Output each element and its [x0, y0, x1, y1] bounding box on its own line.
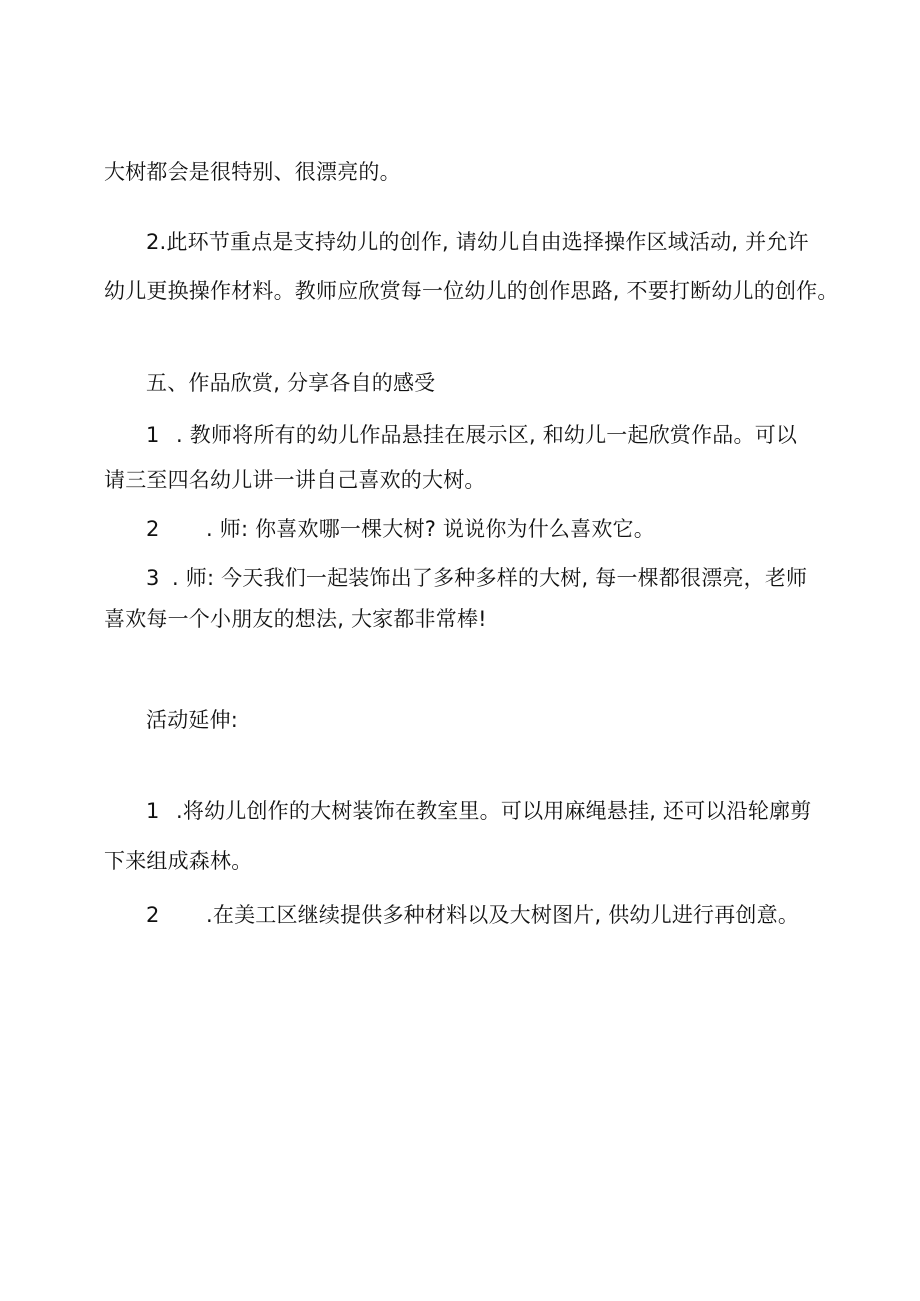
list-item — [146, 797, 811, 825]
list-item — [146, 901, 799, 929]
section-heading: 活动延伸: — [146, 708, 239, 732]
list-item-number: 3 — [146, 566, 160, 590]
paragraph-line: 喜欢每一个小朋友的想法, 大家都非常棒! — [104, 607, 487, 631]
paragraph-line: 大树都会是很特别、很漂亮的。 — [104, 160, 401, 184]
list-item-text: . 教师将所有的幼儿作品悬挂在展示区, 和幼儿一起欣赏作品。可以 — [176, 423, 798, 447]
list-item — [146, 421, 797, 449]
section-heading: 五、作品欣赏, 分享各自的感受 — [146, 371, 436, 395]
list-item-number: 1 — [146, 423, 160, 447]
list-item-number: 2 — [146, 903, 160, 927]
list-item-number: 1 — [146, 799, 160, 823]
list-item-text: . 师: 今天我们一起装饰出了多种多样的大树, 每一棵都很漂亮，老师 — [172, 566, 808, 590]
list-item-text: . 师: 你喜欢哪一棵大树? 说说你为什么喜欢它。 — [206, 517, 655, 541]
list-item-text: .将幼儿创作的大树装饰在教室里。可以用麻绳悬挂, 还可以沿轮廓剪 — [176, 799, 812, 823]
paragraph-line: 2.此环节重点是支持幼儿的创作, 请幼儿自由选择操作区域活动, 并允许 — [146, 230, 809, 254]
list-item — [146, 564, 807, 592]
paragraph-line: 下来组成森林。 — [104, 849, 253, 873]
paragraph-line: 幼儿更换操作材料。教师应欣赏每一位幼儿的创作思路, 不要打断幼儿的创作。 — [104, 279, 839, 303]
list-item — [146, 515, 655, 543]
list-item-number: 2 — [146, 517, 160, 541]
list-item-text: .在美工区继续提供多种材料以及大树图片, 供幼儿进行再创意。 — [206, 903, 800, 927]
paragraph-line: 请三至四名幼儿讲一讲自己喜欢的大树。 — [104, 468, 486, 492]
